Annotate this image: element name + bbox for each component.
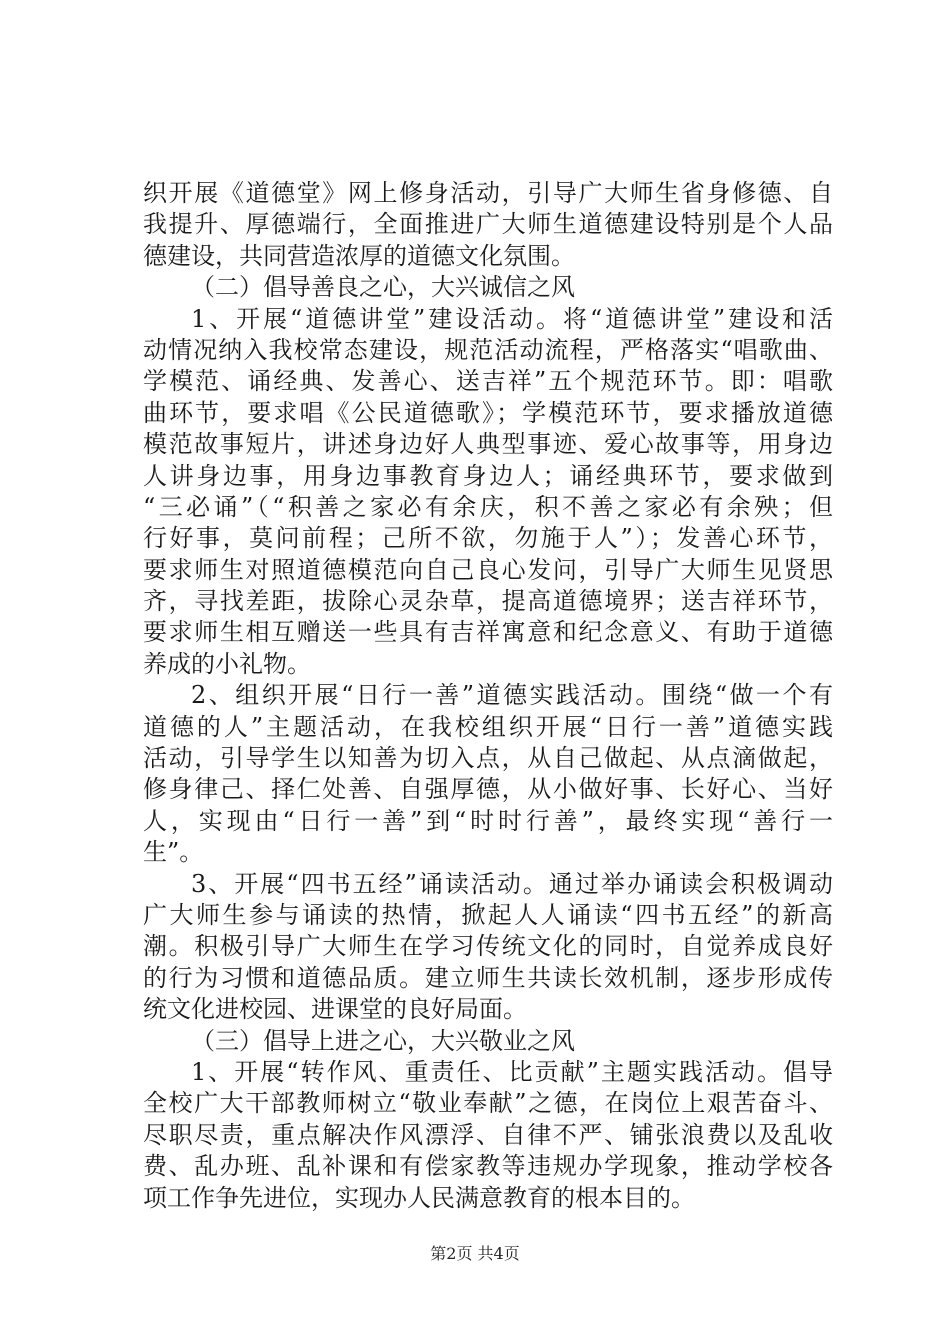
text-line: 3、开展“四书五经”诵读活动。通过举办诵读会积极调动 [191, 869, 833, 898]
text-line: 人，实现由“日行一善”到“时时行善”，最终实现“善行一 [143, 806, 833, 835]
text-line: 模范故事短片，讲述身边好人典型事迹、爱心故事等，用身边 [143, 430, 833, 459]
text-line: 项工作争先进位，实现办人民满意教育的根本目的。 [143, 1183, 695, 1212]
text-line: 道德的人”主题活动，在我校组织开展“日行一善”道德实践 [143, 712, 833, 741]
text-line: 1、开展“转作风、重责任、比贡献”主题实践活动。倡导 [191, 1057, 833, 1086]
text-line: 修身律己、择仁处善、自强厚德，从小做好事、长好心、当好 [143, 775, 833, 804]
text-line: 尽职尽责，重点解决作风漂浮、自律不严、铺张浪费以及乱收 [143, 1120, 833, 1149]
text-line: 德建设，共同营造浓厚的道德文化氛围。 [143, 241, 575, 270]
text-line: 齐，寻找差距，拔除心灵杂草，提高道德境界；送吉祥环节， [143, 587, 833, 616]
text-line: 我提升、厚德端行，全面推进广大师生道德建设特别是个人品 [143, 210, 833, 239]
text-line: 动情况纳入我校常态建设，规范活动流程，严格落实“唱歌曲、 [143, 335, 833, 364]
text-line: 的行为习惯和道德品质。建立师生共读长效机制，逐步形成传 [143, 963, 833, 992]
text-line: 要求师生相互赠送一些具有吉祥寓意和纪念意义、有助于道德 [143, 618, 833, 647]
text-line: 学模范、诵经典、发善心、送吉祥”五个规范环节。即：唱歌 [143, 367, 833, 396]
text-line: 养成的小礼物。 [143, 649, 311, 678]
text-line: （三）倡导上进之心，大兴敬业之风 [191, 1026, 575, 1055]
page-footer: 第2页 共4页 [430, 1244, 520, 1263]
text-line: 生”。 [143, 838, 204, 867]
text-line: 行好事，莫问前程；己所不欲，勿施于人”）；发善心环节， [143, 524, 833, 553]
text-line: 1、开展“道德讲堂”建设活动。将“道德讲堂”建设和活 [191, 304, 833, 333]
text-line: 曲环节，要求唱《公民道德歌》；学模范环节，要求播放道德 [143, 398, 833, 427]
text-line: 织开展《道德堂》网上修身活动，引导广大师生省身修德、自 [143, 179, 833, 207]
text-line: 要求师生对照道德模范向自己良心发问，引导广大师生见贤思 [143, 555, 833, 584]
text-line: 活动，引导学生以知善为切入点，从自己做起、从点滴做起， [143, 744, 833, 773]
text-line: 人讲身边事，用身边事教育身边人；诵经典环节，要求做到 [143, 461, 833, 490]
text-line: 2、组织开展“日行一善”道德实践活动。围绕“做一个有 [191, 681, 833, 710]
text-line: “三必诵”（“积善之家必有余庆，积不善之家必有余殃；但 [143, 492, 833, 521]
text-line: 潮。积极引导广大师生在学习传统文化的同时，自觉养成良好 [143, 932, 833, 961]
text-line: （二）倡导善良之心，大兴诚信之风 [191, 273, 575, 302]
document-body [143, 178, 833, 1214]
text-line: 费、乱办班、乱补课和有偿家教等违规办学现象，推动学校各 [143, 1152, 833, 1181]
text-line: 广大师生参与诵读的热情，掀起人人诵读“四书五经”的新高 [143, 900, 833, 929]
text-line: 统文化进校园、进课堂的良好局面。 [143, 995, 527, 1024]
text-line: 全校广大干部教师树立“敬业奉献”之德，在岗位上艰苦奋斗、 [143, 1089, 833, 1118]
